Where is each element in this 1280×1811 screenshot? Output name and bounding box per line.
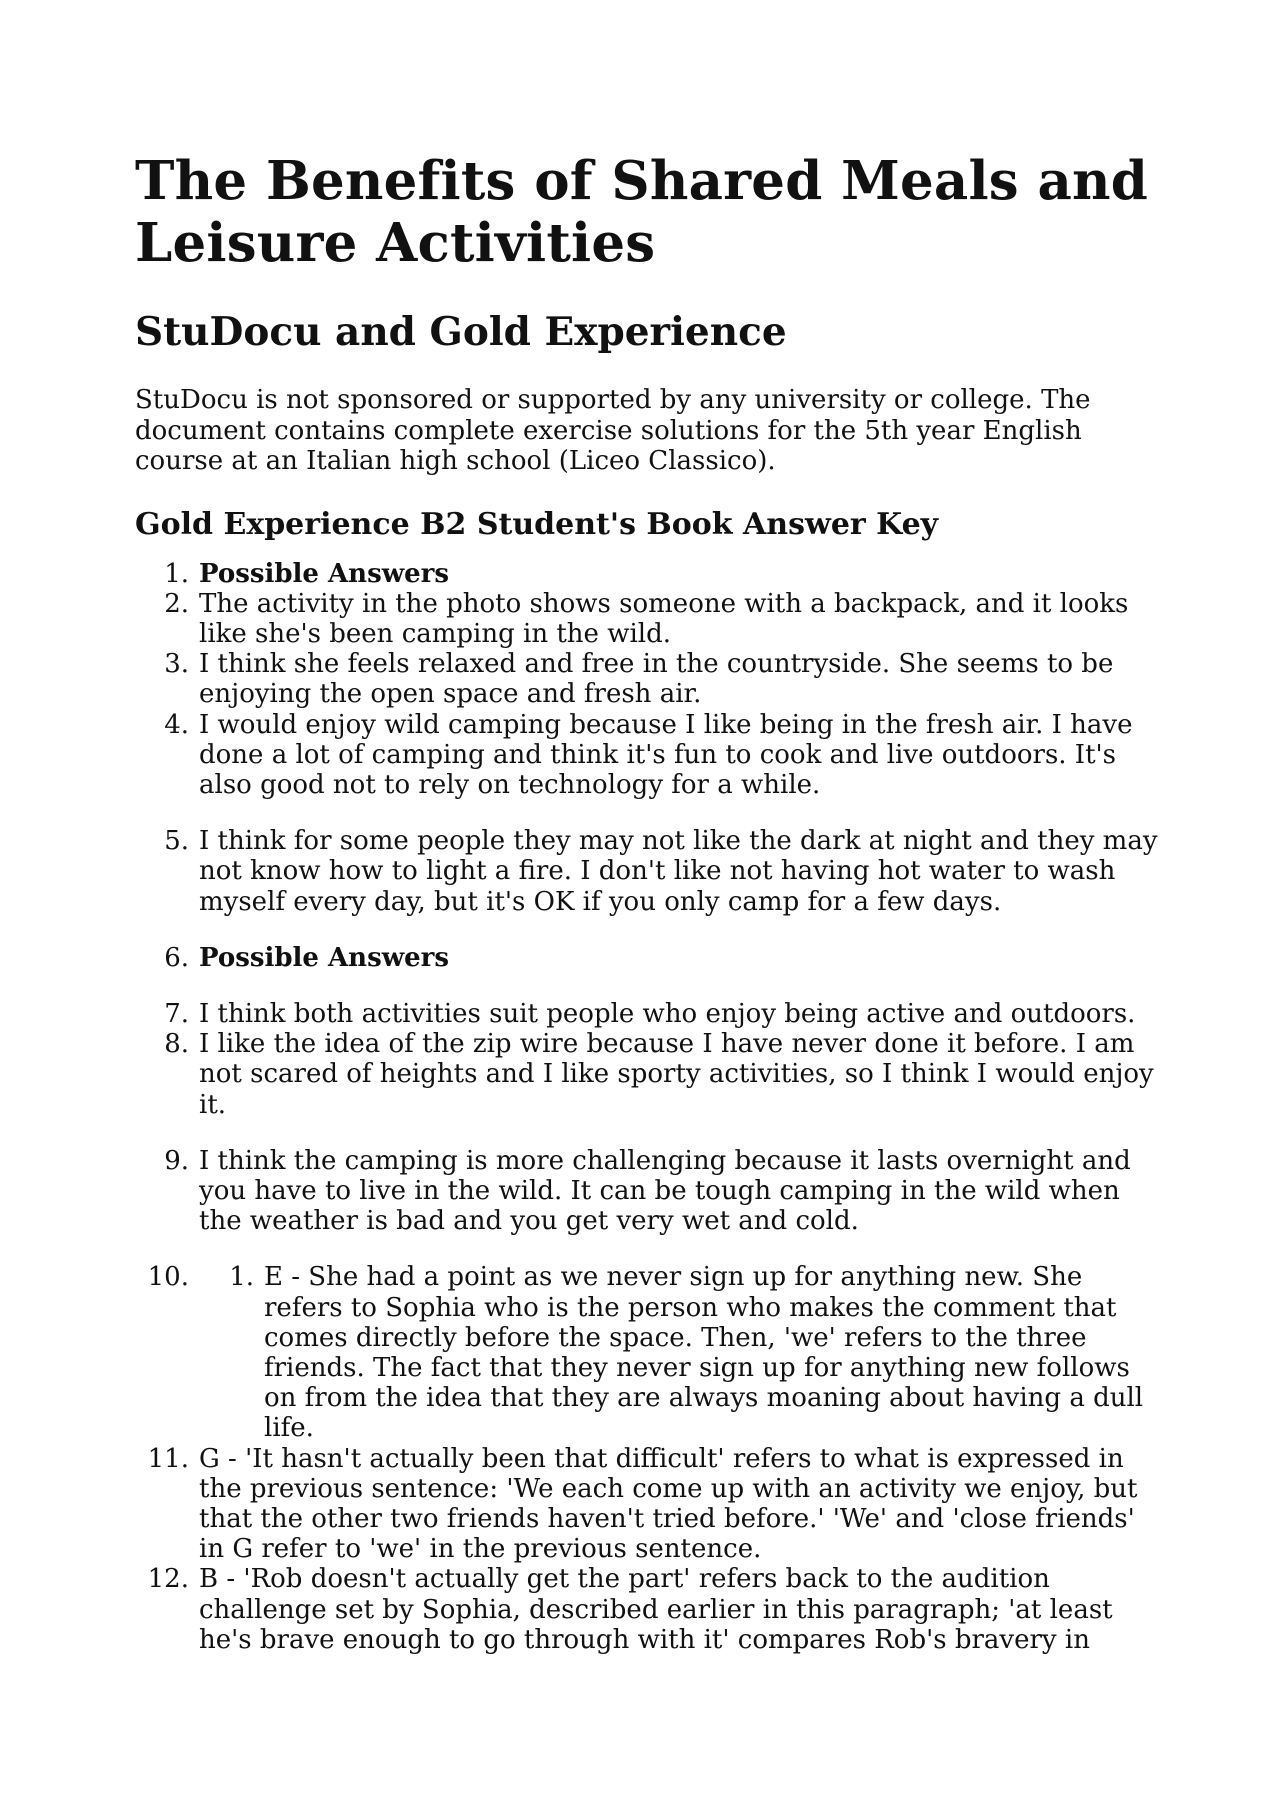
list-item bbox=[135, 999, 1165, 1029]
list-item bbox=[135, 943, 1165, 973]
item-text: G - 'It hasn't actually been that difficult' refers to what is expressed in the previous sentence: 'We each come up with an activity we enjoy, but that the other two friends haven't tried before.' 'We' and 'close friends' in G refer to 'we' in the previous sentence. bbox=[199, 1443, 1138, 1565]
list-item bbox=[135, 1444, 1165, 1565]
answer-list bbox=[135, 559, 1165, 1656]
item-text: Possible Answers bbox=[199, 942, 449, 973]
item-number: 3. bbox=[164, 649, 189, 680]
item-number: 11. bbox=[147, 1443, 189, 1474]
list-item bbox=[135, 1029, 1165, 1120]
page-title: The Benefits of Shared Meals and Leisure Activities bbox=[135, 150, 1149, 274]
list-item bbox=[135, 1262, 1165, 1443]
item-text: Possible Answers bbox=[199, 558, 449, 589]
item-number: 6. bbox=[164, 942, 189, 973]
list-item bbox=[135, 1146, 1165, 1237]
list-item bbox=[135, 1564, 1165, 1655]
list-item bbox=[135, 710, 1165, 801]
item-number: 9. bbox=[164, 1145, 189, 1176]
item-number: 7. bbox=[164, 998, 189, 1029]
item-text: B - 'Rob doesn't actually get the part' refers back to the audition challenge set by Sophia, described earlier in this paragraph; 'at least he's brave enough to go through with it' compares Rob's bravery in bbox=[199, 1564, 1113, 1655]
item-number: 12. bbox=[147, 1564, 189, 1595]
item-text: The activity in the photo shows someone with a backpack, and it looks like she's been camping in the wild. bbox=[199, 588, 1129, 649]
document-page bbox=[135, 150, 1165, 1655]
section-title: Gold Experience B2 Student's Book Answer Key bbox=[135, 506, 939, 542]
item-number: 10. bbox=[147, 1262, 189, 1293]
list-item bbox=[135, 649, 1165, 709]
item-text: I think for some people they may not like the dark at night and they may not know how to light a fire. I don't like not having hot water to wash myself every day, but it's OK if you only camp for a few days. bbox=[199, 826, 1158, 917]
item-text: I like the idea of the zip wire because I have never done it before. I am not scared of heights and I like sporty activities, so I think I would enjoy it. bbox=[199, 1029, 1154, 1120]
item-number: 4. bbox=[164, 709, 189, 740]
item-text: I think she feels relaxed and free in the countryside. She seems to be enjoying the open space and fresh air. bbox=[199, 649, 1114, 710]
subtitle: StuDocu and Gold Experience bbox=[135, 309, 787, 355]
item-number: 8. bbox=[164, 1029, 189, 1060]
sub-item-number: 1. bbox=[229, 1262, 254, 1293]
list-item bbox=[135, 589, 1165, 649]
item-text: I think both activities suit people who enjoy being active and outdoors. bbox=[199, 998, 1136, 1029]
item-text: E - She had a point as we never sign up for anything new. She refers to Sophia who is the person who makes the comment that comes directly before the space. Then, 'we' refers to the three friends. The fact that they never sign up for anything new follows on from the idea that they are always moaning about having a dull life. bbox=[264, 1262, 1144, 1444]
item-number: 5. bbox=[164, 826, 189, 857]
item-text: I think the camping is more challenging because it lasts overnight and you have to live in the wild. It can be tough camping in the wild when the weather is bad and you get very wet and cold. bbox=[199, 1145, 1131, 1237]
item-text: I would enjoy wild camping because I like being in the fresh air. I have done a lot of camping and think it's fun to cook and live outdoors. It's also good not to rely on technology for a while. bbox=[199, 709, 1133, 800]
item-number: 1. bbox=[164, 558, 189, 589]
item-number: 2. bbox=[164, 588, 189, 619]
list-item bbox=[135, 826, 1165, 917]
intro-paragraph: StuDocu is not sponsored or supported by any university or college. The document contains complete exercise solutions for the 5th year English course at an Italian high school (Liceo Classico). bbox=[135, 385, 1091, 476]
list-item bbox=[135, 559, 1165, 589]
